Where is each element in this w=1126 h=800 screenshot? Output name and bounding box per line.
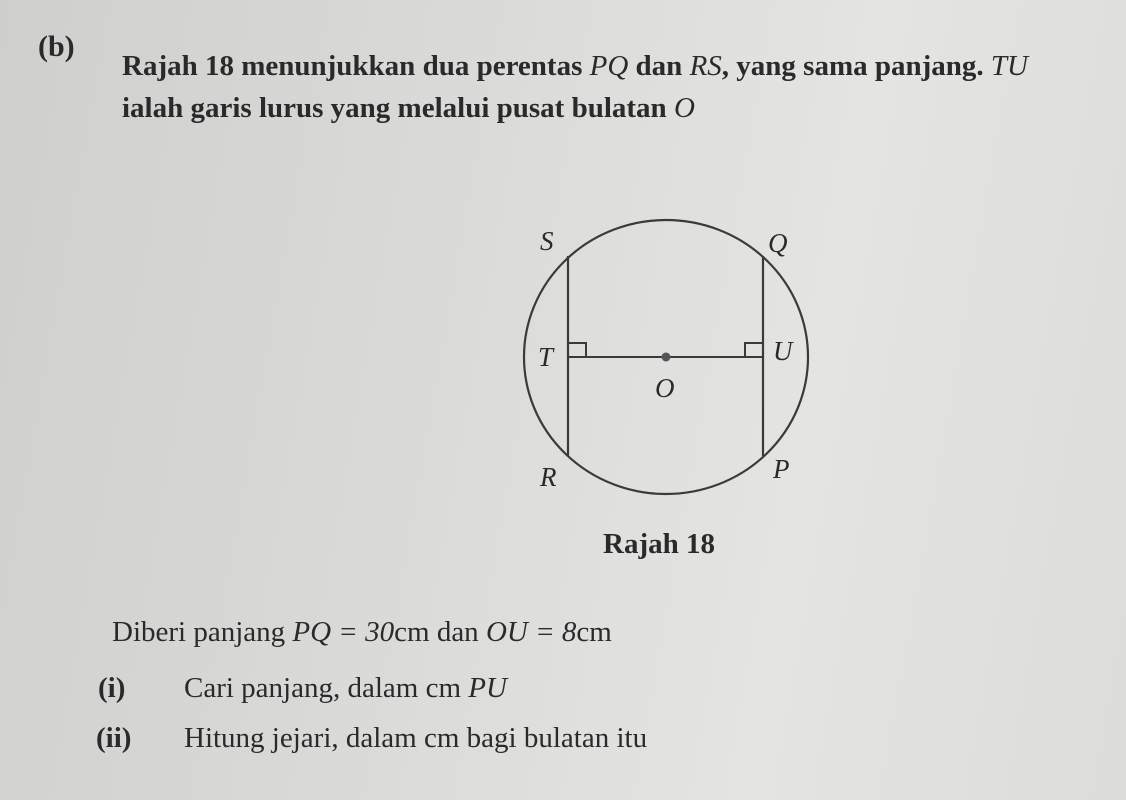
given-pq-unit: cm (394, 616, 430, 648)
chord-pq-label: PQ (589, 50, 629, 82)
subquestion-text: Hitung jejari, dalam cm bagi bulatan itu (184, 722, 648, 754)
question-statement-line1 (122, 50, 1028, 83)
center-point (662, 353, 671, 362)
center-o-label: O (673, 92, 695, 124)
question-part-label: (b) (38, 30, 75, 63)
chord-rs-label: RS (689, 50, 722, 82)
line-tu-label: TU (990, 50, 1028, 82)
given-conjunction: dan (429, 616, 486, 648)
statement-text-2: dan (628, 50, 690, 82)
subquestion-ii (96, 722, 647, 755)
diagram-caption: Rajah 18 (603, 528, 715, 560)
circle-diagram (510, 210, 830, 510)
subquestion-i (98, 672, 507, 705)
point-label-p: P (773, 454, 790, 484)
statement-text-3: , yang sama panjang. (721, 50, 991, 82)
question-statement-line2 (122, 92, 695, 125)
point-label-s: S (540, 226, 554, 256)
given-ou-expression: OU = 8 (485, 616, 577, 648)
given-statement (112, 616, 612, 649)
right-angle-marker-u (745, 343, 763, 357)
given-prefix: Diberi panjang (112, 616, 293, 648)
subquestion-number: (ii) (96, 722, 132, 754)
point-label-r: R (540, 462, 557, 492)
statement-text-4: ialah garis lurus yang melalui pusat bulatan (122, 92, 674, 124)
statement-text-1: Rajah 18 menunjukkan dua perentas (122, 50, 590, 82)
subquestion-variable: PU (468, 672, 507, 704)
subquestion-text: Cari panjang, dalam cm (184, 672, 469, 704)
right-angle-marker-t (568, 343, 586, 357)
point-label-q: Q (768, 228, 788, 258)
point-label-u: U (773, 336, 793, 366)
given-pq-expression: PQ = 30 (292, 616, 395, 648)
given-ou-unit: cm (576, 616, 612, 648)
point-label-t: T (538, 342, 554, 372)
point-label-o: O (655, 373, 675, 403)
subquestion-number: (i) (98, 672, 126, 704)
